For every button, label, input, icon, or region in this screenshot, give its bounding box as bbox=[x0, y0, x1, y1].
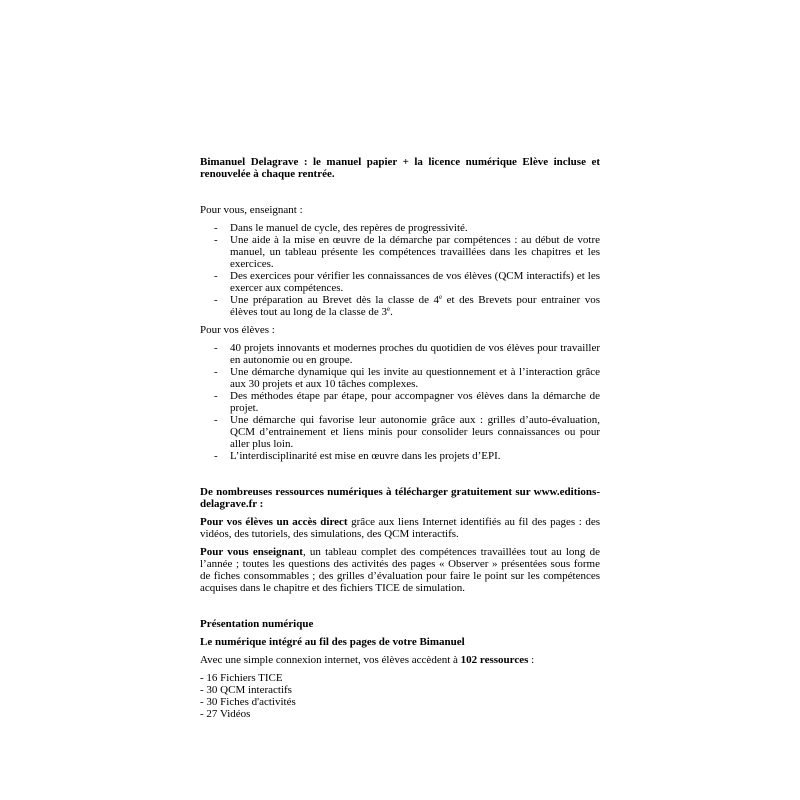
list-item: - 30 QCM interactifs bbox=[200, 684, 292, 696]
teachers-heading: Pour vous, enseignant : bbox=[200, 204, 303, 216]
list-item: - Une aide à la mise en œuvre de la démarche par compétences : au début de votre manuel, un tableau présente les compétences travaillées dans les chapitres et les exercices. bbox=[200, 234, 600, 270]
digital-intro bbox=[200, 654, 600, 666]
students-list bbox=[200, 342, 600, 462]
teachers-list bbox=[200, 222, 600, 318]
resources-students-text: grâce aux liens Internet identifiés au fil des pages : des vidéos, des tutoriels, des simulations, des QCM interactifs. bbox=[200, 516, 600, 540]
list-item bbox=[200, 294, 600, 318]
digital-subheading: Le numérique intégré au fil des pages de votre Bimanuel bbox=[200, 636, 465, 648]
list-item: - Des méthodes étape par étape, pour accompagner vos élèves dans la démarche de projet. bbox=[200, 390, 600, 414]
digital-intro-bold: 102 ressources bbox=[460, 654, 529, 666]
brevet-sup-2: e bbox=[387, 305, 391, 313]
intro-title: Bimanuel Delagrave : le manuel papier + la licence numérique Elève incluse et renouvelée à chaque rentrée. bbox=[200, 156, 600, 180]
brevet-sup-1: e bbox=[439, 293, 443, 301]
list-item: - Une démarche qui favorise leur autonomie grâce aux : grilles d’auto-évaluation, QCM d’entrainement et liens minis pour consolider leurs connaissances ou pour aller plus loin. bbox=[200, 414, 600, 450]
resources-students-bold: Pour vos élèves un accès direct bbox=[200, 516, 348, 528]
list-item: - L’interdisciplinarité est mise en œuvre dans les projets d’EPI. bbox=[200, 450, 600, 462]
list-item: - 16 Fichiers TICE bbox=[200, 672, 283, 684]
resources-teachers bbox=[200, 546, 600, 594]
list-item: - Des exercices pour vérifier les connaissances de vos élèves (QCM interactifs) et les exercer aux compétences. bbox=[200, 270, 600, 294]
brevet-text-2: et des Brevets pour entrainer vos élèves tout au long de la classe de 3 bbox=[230, 294, 600, 318]
students-heading: Pour vos élèves : bbox=[200, 324, 275, 336]
list-item: - 27 Vidéos bbox=[200, 708, 251, 720]
digital-list bbox=[200, 672, 600, 720]
brevet-text-1: Une préparation au Brevet dès la classe de 4 bbox=[230, 294, 440, 306]
list-item: - Une démarche dynamique qui les invite au questionnement et à l’interaction grâce aux 30 projets et aux 10 tâches complexes. bbox=[200, 366, 600, 390]
brevet-text-3: . bbox=[390, 306, 393, 318]
digital-heading: Présentation numérique bbox=[200, 618, 314, 630]
document-content bbox=[200, 156, 600, 720]
resources-teachers-bold: Pour vous enseignant bbox=[200, 546, 303, 558]
list-item: - Dans le manuel de cycle, des repères de progressivité. bbox=[200, 222, 600, 234]
resources-students bbox=[200, 516, 600, 540]
list-item: - 40 projets innovants et modernes proches du quotidien de vos élèves pour travailler en autonomie ou en groupe. bbox=[200, 342, 600, 366]
resources-teachers-text: , un tableau complet des compétences travaillées tout au long de l’année ; toutes les questions des activités des pages « Observer » présentées sous forme de fiches consommables ; des grilles d’évaluation pour faire le point sur les compétences acquises dans le chapitre et des fichiers TICE de simulation. bbox=[200, 546, 600, 594]
resources-heading: De nombreuses ressources numériques à télécharger gratuitement sur www.editions-delagrave.fr : bbox=[200, 486, 600, 510]
digital-intro-end: : bbox=[528, 654, 535, 666]
digital-intro-text: Avec une simple connexion internet, vos élèves accèdent à bbox=[200, 654, 461, 666]
list-item: - 30 Fiches d'activités bbox=[200, 696, 296, 708]
